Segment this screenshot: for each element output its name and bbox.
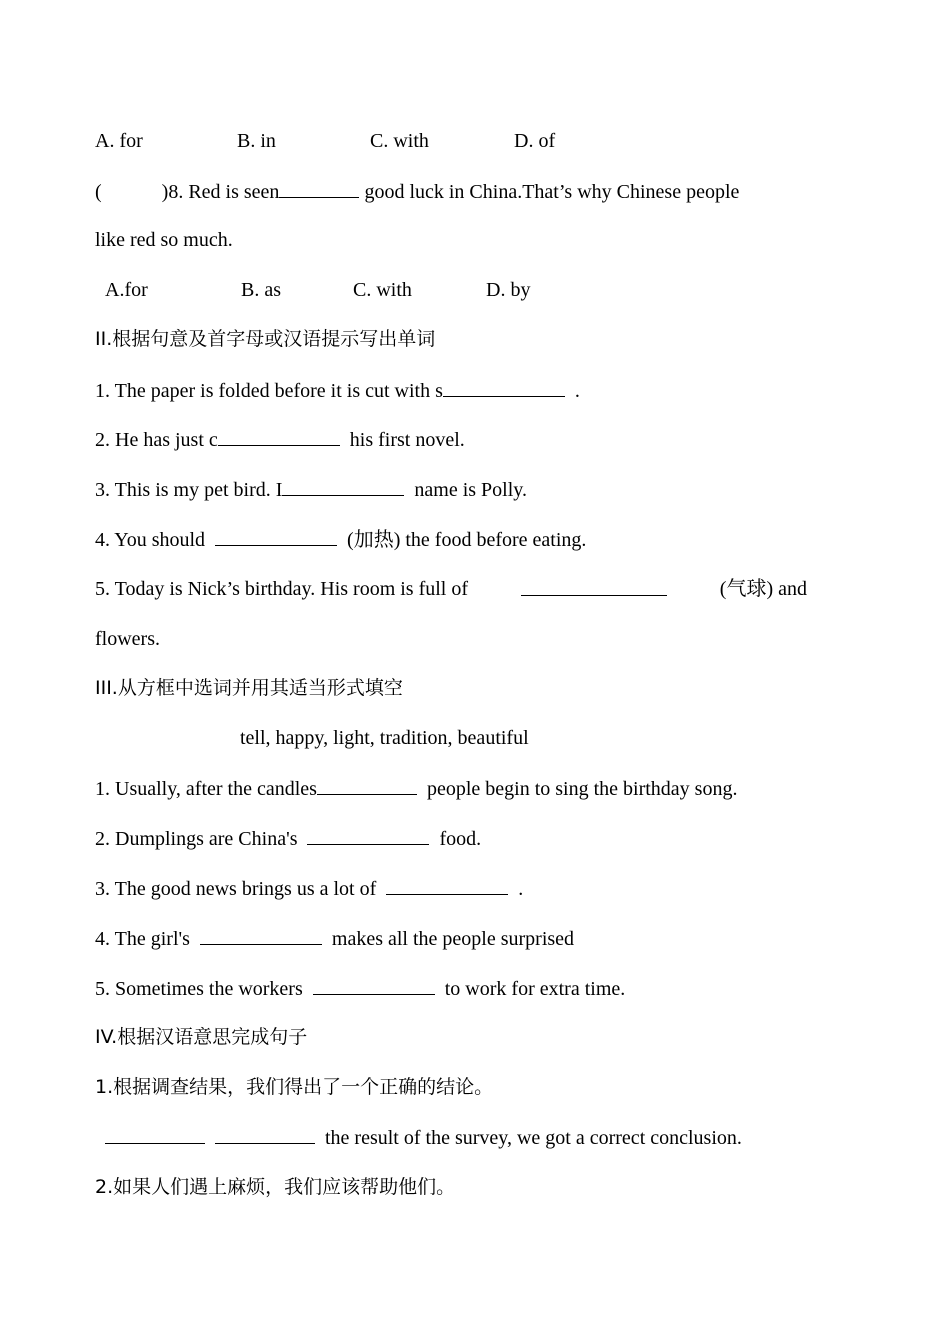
section2-item-4: [95, 527, 586, 552]
s2-item2-pre: 2. He has just c: [95, 429, 218, 451]
q8-stem-a: )8. Red is seen: [161, 181, 280, 203]
s2-item5-post: (气球) and: [719, 578, 807, 600]
section2-item-5: [95, 577, 807, 601]
q8-option-c[interactable]: C. with: [353, 279, 412, 301]
q7-option-c[interactable]: C. with: [370, 130, 429, 152]
s3-item5-post: to work for extra time.: [444, 978, 626, 1000]
s4-q1-post: the result of the survey, we got a correct conclusion.: [325, 1127, 742, 1149]
s4-q1-blank-1[interactable]: [105, 1125, 205, 1144]
q8-stem-c: like red so much.: [95, 229, 233, 251]
section2-item-3: [95, 477, 527, 502]
s4-q1-chinese: 1.根据调查结果，我们得出了一个正确的结论。: [95, 1076, 494, 1098]
s2-item1-pre: 1. The paper is folded before it is cut with s: [95, 380, 443, 402]
section3-title: III.从方框中选词并用其适当形式填空: [95, 677, 403, 699]
s2-item2-blank[interactable]: [218, 427, 340, 446]
section3-item-5: [95, 976, 625, 1001]
s2-item5-cont: flowers.: [95, 628, 160, 650]
s2-item1-blank[interactable]: [443, 378, 565, 397]
s4-q2-chinese: 2.如果人们遇上麻烦，我们应该帮助他们。: [95, 1176, 456, 1198]
s4-q1-english: [105, 1125, 742, 1150]
s3-item3-post: .: [518, 878, 524, 900]
section3-item-4: [95, 926, 574, 951]
section2-item-1: [95, 378, 580, 403]
s2-item4-blank[interactable]: [215, 527, 337, 546]
q7-option-d[interactable]: D. of: [514, 130, 556, 152]
word-box: tell, happy, light, tradition, beautiful: [240, 727, 529, 749]
s3-item3-pre: 3. The good news brings us a lot of: [95, 878, 377, 900]
s3-item2-post: food.: [439, 828, 482, 850]
s3-item3-blank[interactable]: [386, 876, 508, 895]
q8-blank[interactable]: [279, 179, 359, 198]
s2-item5-blank[interactable]: [521, 577, 667, 596]
s3-item1-pre: 1. Usually, after the candles: [95, 778, 317, 800]
section4-title: IV.根据汉语意思完成句子: [95, 1026, 308, 1048]
s2-item3-blank[interactable]: [282, 477, 404, 496]
q8-option-d[interactable]: D. by: [486, 279, 531, 301]
s3-item2-pre: 2. Dumplings are China's: [95, 828, 298, 850]
s3-item4-post: makes all the people surprised: [331, 928, 575, 950]
s2-item3-post: name is Polly.: [414, 479, 527, 501]
s2-item1-post: .: [574, 380, 580, 402]
q7-option-b[interactable]: B. in: [237, 130, 276, 152]
s3-item1-blank[interactable]: [317, 776, 417, 795]
q7-option-a[interactable]: A. for: [95, 130, 143, 152]
s2-item2-post: his first novel.: [349, 429, 465, 451]
s3-item4-pre: 4. The girl's: [95, 928, 190, 950]
s2-item5-pre: 5. Today is Nick’s birthday. His room is full of: [95, 578, 469, 600]
s3-item5-pre: 5. Sometimes the workers: [95, 978, 303, 1000]
s3-item4-blank[interactable]: [200, 926, 322, 945]
section2-title: II.根据句意及首字母或汉语提示写出单词: [95, 328, 436, 350]
section2-item-2: [95, 427, 465, 452]
s3-item1-post: people begin to sing the birthday song.: [426, 778, 738, 800]
q8-stem-b: good luck in China.That’s why Chinese people: [364, 181, 740, 203]
q8-stem: [95, 179, 739, 204]
s4-q1-blank-2[interactable]: [215, 1125, 315, 1144]
section3-item-1: [95, 776, 737, 801]
s2-item4-pre: 4. You should: [95, 529, 206, 551]
s3-item2-blank[interactable]: [307, 826, 429, 845]
s3-item5-blank[interactable]: [313, 976, 435, 995]
section3-item-3: [95, 876, 523, 901]
s2-item4-post: (加热) the food before eating.: [347, 529, 587, 551]
q8-option-b[interactable]: B. as: [241, 279, 281, 301]
section3-item-2: [95, 826, 481, 851]
s2-item3-pre: 3. This is my pet bird. I: [95, 479, 283, 501]
q8-paren-open: (: [95, 181, 102, 203]
q8-option-a[interactable]: A.for: [105, 279, 148, 301]
